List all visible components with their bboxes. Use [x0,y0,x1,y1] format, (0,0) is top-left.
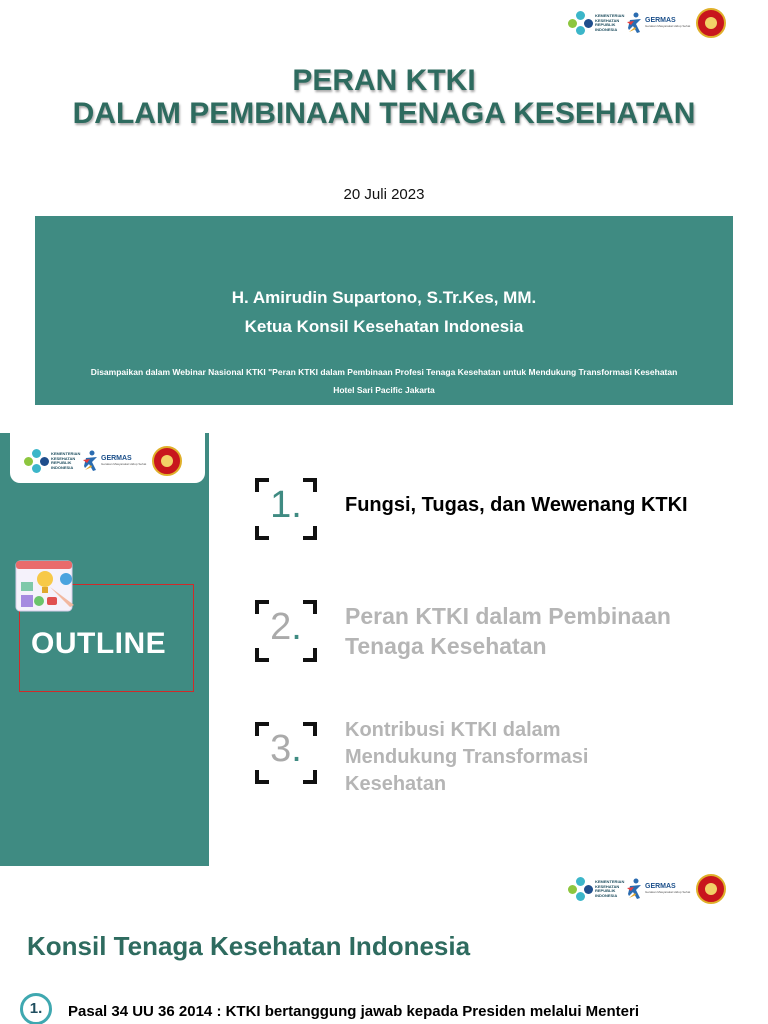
germas-logo-text [645,17,690,29]
kemenkes-logo-text: KEMENTERIAN KESEHATAN REPUBLIK INDONESIA [51,451,81,470]
germas-figure-icon [627,12,643,34]
germas-title: GERMAS [101,455,132,463]
kemenkes-logo [24,449,81,473]
germas-subtitle: Gerakan Masyarakat Hidup Sehat [101,462,147,467]
kemenkes-logo-text: KEMENTERIAN KESEHATAN REPUBLIK INDONESIA [595,13,625,32]
slide3-title: Konsil Tenaga Kesehatan Indonesia [27,931,471,961]
kemenkes-logo-icon [24,449,48,473]
outline-item-1 [255,478,755,540]
germas-logo [627,12,690,34]
number-dot: . [291,606,302,648]
outline-logo-card [10,433,205,483]
germas-logo [83,450,146,472]
germas-logo-text [645,883,690,895]
presenter-banner [35,216,733,405]
outline-item-2 [255,600,755,662]
number-dot: . [291,728,302,770]
kemenkes-logo-icon [568,11,592,35]
outline-item-label: Kontribusi KTKI dalam Mendukung Transformasi Kesehatan [345,719,589,795]
germas-logo-text [101,455,146,467]
garuda-seal-icon [696,8,726,38]
germas-figure-icon [627,878,643,900]
outline-item-label: Peran KTKI dalam Pembinaan Tenaga Kesehatan [345,603,671,659]
slide3-point-1 [20,993,760,1024]
germas-logo [627,878,690,900]
point-number-badge: 1. [20,993,52,1024]
presenter-role: Ketua Konsil Kesehatan Indonesia [244,317,524,336]
slide1-title-line1: PERAN KTKI [292,64,476,97]
idea-dashboard-icon [14,557,76,615]
germas-subtitle: Gerakan Masyarakat Hidup Sehat [645,890,691,895]
presenter-name: H. Amirudin Supartono, S.Tr.Kes, MM. [231,288,537,307]
event-description: Disampaikan dalam Webinar Nasional KTKI "Peran KTKI dalam Pembinaan Profesi Tenaga Kesehatan untuk Mendukung Transformasi Kesehatan [90,367,678,377]
slide3-logo-strip [568,874,726,904]
number-dot: . [291,484,302,526]
outline-item-number-value: 3 [270,728,292,770]
germas-subtitle: Gerakan Masyarakat Hidup Sehat [645,24,691,29]
germas-figure-icon [83,450,99,472]
slide1-logo-strip [568,8,726,38]
presentation-date: 20 Juli 2023 [343,186,425,203]
garuda-seal-icon [696,874,726,904]
kemenkes-logo [568,11,625,35]
outline-item-3 [255,719,755,795]
outline-item-number [255,728,317,771]
outline-item-number [255,606,317,649]
kemenkes-logo-text: KEMENTERIAN KESEHATAN REPUBLIK INDONESIA [595,879,625,898]
garuda-seal-icon [152,446,182,476]
slide1-title-line2: DALAM PEMBINAAN TENAGA KESEHATAN [72,97,696,130]
slide2-logo-strip [24,446,182,476]
point-text: Pasal 34 UU 36 2014 : KTKI bertanggung jawab kepada Presiden melalui Menteri [68,1003,640,1020]
outline-heading: OUTLINE [31,627,167,660]
outline-item-number-value: 2 [270,606,292,648]
germas-title: GERMAS [645,883,676,891]
outline-item-number [255,484,317,527]
outline-item-label: Fungsi, Tugas, dan Wewenang KTKI [345,494,688,516]
event-venue: Hotel Sari Pacific Jakarta [333,385,435,395]
kemenkes-logo [568,877,625,901]
kemenkes-logo-icon [568,877,592,901]
slide1-title [0,64,768,130]
point-number-value: 1 [29,1000,39,1017]
germas-title: GERMAS [645,17,676,25]
outline-item-number-value: 1 [270,484,292,526]
